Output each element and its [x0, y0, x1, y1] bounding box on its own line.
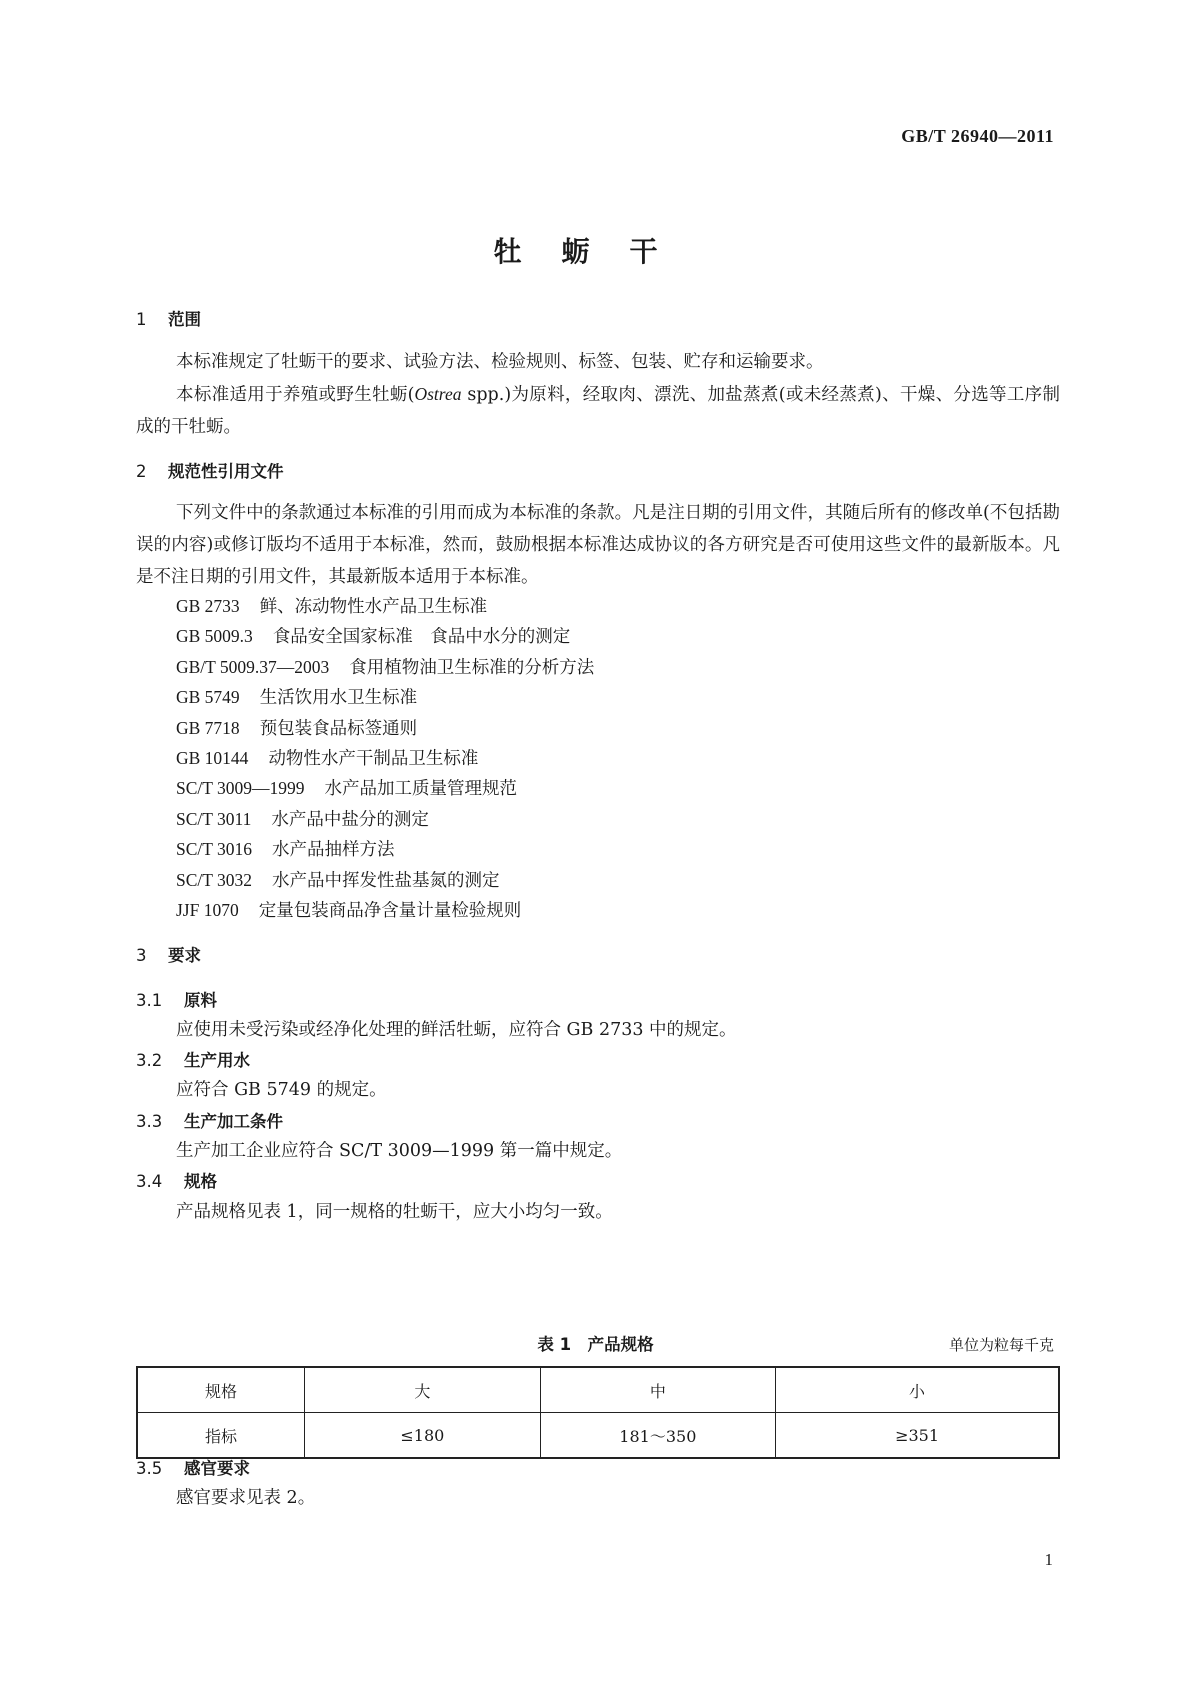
latin-genus: Ostrea — [414, 384, 462, 404]
reference-name: 食品安全国家标准 食品中水分的测定 — [272, 627, 571, 648]
subsection-3-1-heading — [136, 987, 217, 1011]
subsection-title: 感官要求 — [184, 1459, 250, 1478]
reference-item — [176, 897, 521, 922]
table-cell: 小 — [776, 1367, 1059, 1413]
subsection-number: 3.1 — [136, 991, 163, 1010]
subsection-3-1-text: 应使用未受污染或经净化处理的鲜活牡蛎，应符合 GB 2733 中的规定。 — [176, 1020, 737, 1040]
reference-code: JJF 1070 — [176, 900, 239, 920]
reference-code: SC/T 3009—1999 — [176, 778, 305, 799]
subsection-3-2-text: 应符合 GB 5749 的规定。 — [176, 1080, 387, 1100]
section-number: 3 — [136, 946, 147, 965]
reference-name: 鲜、冻动物性水产品卫生标准 — [259, 597, 488, 617]
subsection-title: 生产用水 — [184, 1051, 250, 1070]
paragraph-text: 本标准适用于养殖或野生牡蛎( — [176, 385, 415, 405]
reference-name: 定量包装商品净含量计量检验规则 — [258, 901, 522, 921]
section-2-heading — [136, 458, 284, 482]
reference-item — [176, 806, 429, 831]
subsection-3-3-text: 生产加工企业应符合 SC/T 3009—1999 第一篇中规定。 — [176, 1141, 623, 1161]
reference-item — [176, 654, 594, 679]
section-1-heading — [136, 306, 201, 330]
table-cell: 中 — [540, 1367, 775, 1413]
section-3-heading — [136, 942, 201, 966]
reference-name: 预包装食品标签通则 — [259, 718, 418, 739]
reference-item — [176, 867, 500, 892]
subsection-3-4-text: 产品规格见表 1，同一规格的牡蛎干，应大小均匀一致。 — [176, 1202, 613, 1222]
standard-number: GB/T 26940—2011 — [901, 126, 1054, 146]
subsection-title: 规格 — [184, 1172, 217, 1191]
reference-name: 水产品抽样方法 — [272, 840, 395, 861]
subsection-3-5-text: 感官要求见表 2。 — [176, 1488, 316, 1508]
reference-code: SC/T 3011 — [176, 808, 252, 829]
section-title: 范围 — [168, 310, 201, 329]
subsection-number: 3.4 — [136, 1172, 163, 1191]
section-number: 1 — [136, 310, 147, 329]
paragraph-text: spp.)为原料，经取肉、漂洗、加盐蒸煮(或未经蒸煮)、干燥、分选等工序制成的干牡蛎。 — [136, 385, 1061, 437]
subsection-3-4-heading — [136, 1168, 217, 1192]
reference-code: GB 5749 — [176, 687, 240, 708]
reference-name: 动物性水产干制品卫生标准 — [268, 749, 479, 769]
subsection-3-5-heading — [136, 1455, 250, 1479]
section-number: 2 — [136, 462, 147, 481]
subsection-3-3-heading — [136, 1108, 283, 1132]
reference-item — [176, 623, 570, 648]
table-cell: 大 — [305, 1367, 541, 1413]
table-cell: 181～350 — [540, 1413, 775, 1459]
reference-code: GB 10144 — [176, 748, 249, 768]
reference-item — [176, 684, 417, 709]
reference-name: 水产品中盐分的测定 — [271, 809, 429, 830]
reference-name: 水产品加工质量管理规范 — [324, 779, 518, 800]
reference-name: 生活饮用水卫生标准 — [259, 688, 418, 709]
table-row — [137, 1413, 1059, 1459]
section-title: 要求 — [168, 946, 201, 965]
reference-item — [176, 593, 487, 618]
subsection-3-2-heading — [136, 1047, 250, 1071]
subsection-title: 生产加工条件 — [184, 1112, 283, 1131]
reference-item — [176, 775, 517, 800]
table-1-unit: 单位为粒每千克 — [948, 1336, 1054, 1354]
subsection-number: 3.3 — [136, 1112, 163, 1131]
section-1-paragraph-2 — [136, 378, 1060, 443]
subsection-number: 3.2 — [136, 1051, 163, 1070]
reference-code: SC/T 3032 — [176, 869, 253, 890]
reference-item — [176, 836, 395, 861]
page-number: 1 — [1044, 1550, 1053, 1569]
section-2-paragraph: 下列文件中的条款通过本标准的引用而成为本标准的条款。凡是注日期的引用文件，其随后所有的修改单(不包括勘误的内容)或修订版均不适用于本标准，然而，鼓励根据本标准达成协议的各方研究是否可使用这些文件的最新版本。凡是不注日期的引用文件，其最新版本适用于本标准。 — [136, 503, 1060, 587]
reference-code: GB 7718 — [176, 717, 240, 738]
section-title: 规范性引用文件 — [168, 462, 284, 481]
table-cell: ≥351 — [776, 1413, 1059, 1459]
subsection-title: 原料 — [184, 991, 217, 1010]
section-1-paragraph-1: 本标准规定了牡蛎干的要求、试验方法、检验规则、标签、包装、贮存和运输要求。 — [176, 352, 824, 372]
product-spec-table — [136, 1366, 1060, 1459]
document-title: 牡蛎干 — [493, 235, 698, 268]
table-1-caption: 表 1 产品规格 — [537, 1335, 654, 1354]
reference-name: 水产品中挥发性盐基氮的测定 — [272, 870, 500, 891]
table-cell: 指标 — [137, 1413, 305, 1459]
table-cell: 规格 — [137, 1367, 305, 1413]
reference-code: GB/T 5009.37—2003 — [176, 656, 330, 677]
reference-item — [176, 745, 478, 770]
subsection-number: 3.5 — [136, 1459, 163, 1478]
reference-code: GB 2733 — [176, 596, 240, 616]
reference-item — [176, 715, 417, 740]
reference-code: SC/T 3016 — [176, 839, 253, 860]
table-header-row — [137, 1367, 1059, 1413]
reference-code: GB 5009.3 — [176, 626, 253, 647]
reference-name: 食用植物油卫生标准的分析方法 — [349, 657, 595, 678]
table-cell: ≤180 — [305, 1413, 541, 1459]
